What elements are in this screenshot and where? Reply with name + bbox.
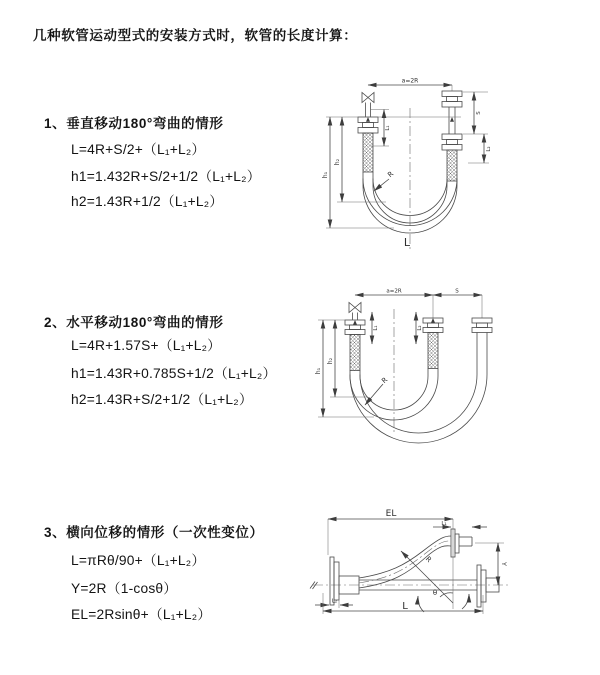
u-bend-arcs <box>350 375 487 444</box>
formula-line: h1=1.43R+0.785S+1/2（L₁+L₂） <box>71 366 277 381</box>
diagram-vertical-180-bend <box>300 72 540 257</box>
middle-flange-and-hose <box>423 318 443 376</box>
dimension-h1-h2 <box>315 318 435 417</box>
dimension-l2-left <box>315 596 353 608</box>
dim-label-l2: L₂ <box>417 325 423 331</box>
formula-line: h2=1.43R+S/2+1/2（L₁+L₂） <box>71 392 253 407</box>
dimension-l1-top <box>433 521 487 527</box>
dim-label-a2r: a=2R <box>386 288 402 295</box>
dim-label-r: R <box>386 169 396 180</box>
dim-label-s: S <box>476 111 482 115</box>
dimension-s-l2 <box>463 92 492 163</box>
right-flange-and-hose <box>472 318 492 375</box>
dimension-a2r <box>368 78 452 92</box>
dim-label-a2r: a=2R <box>401 77 419 85</box>
dim-label-l1: L₁ <box>373 325 379 331</box>
top-flange <box>451 529 472 557</box>
centerline <box>310 582 510 590</box>
formula-line: L=4R+S/2+（L₁+L₂） <box>71 142 206 157</box>
radius-leader <box>374 170 395 191</box>
dim-label-l2: L₂ <box>331 598 338 605</box>
valve-icon <box>362 93 374 118</box>
left-flange-and-hose <box>358 117 378 186</box>
dim-label-r: R <box>380 375 390 386</box>
dim-label-length: L <box>403 236 411 249</box>
formula-line: EL=2Rsinθ+（L₁+L₂） <box>71 607 212 622</box>
radius-and-angle <box>401 551 469 612</box>
formula-line: h2=1.43R+1/2（L₁+L₂） <box>71 194 224 209</box>
dim-label-el: EL <box>385 509 397 519</box>
diagram-horizontal-180-bend <box>302 283 547 451</box>
dim-label-r: R <box>423 555 433 565</box>
dim-label-h1: h₁ <box>315 367 322 375</box>
dimension-y <box>475 543 508 585</box>
dim-label-h1: h₁ <box>322 171 329 179</box>
dimension-l1-l2 <box>372 312 423 344</box>
dim-label-theta: θ <box>432 589 438 597</box>
radius-leader <box>365 376 389 405</box>
diagram-lateral-displacement <box>305 497 565 627</box>
dim-label-l2: L₂ <box>486 146 492 152</box>
dim-label-y: Y <box>500 562 508 566</box>
dimension-length <box>323 593 483 614</box>
dim-label-l1: L₁ <box>441 521 447 527</box>
left-flange-and-hose <box>345 320 365 376</box>
formula-line: L=4R+1.57S+（L₁+L₂） <box>71 338 222 353</box>
dim-label-h2: h₂ <box>334 158 341 166</box>
dim-label-s: S <box>455 288 459 295</box>
section-3-heading: 3、横向位移的情形（一次性变位） <box>44 525 264 540</box>
formula-line: Y=2R（1-cosθ） <box>71 581 178 596</box>
formula-line: L=πRθ/90+（L₁+L₂） <box>71 553 206 568</box>
right-flange-and-hose <box>442 91 462 186</box>
formula-line: h1=1.432R+S/2+1/2（L₁+L₂） <box>71 169 261 184</box>
section-1-heading: 1、垂直移动180°弯曲的情形 <box>44 116 224 131</box>
dim-label-l1: L₁ <box>385 125 391 131</box>
section-2-heading: 2、水平移动180°弯曲的情形 <box>44 315 224 330</box>
dim-label-h2: h₂ <box>327 357 334 365</box>
valve-icon <box>349 303 361 321</box>
dimension-a2r-s <box>355 289 482 319</box>
right-flange <box>477 565 499 607</box>
page-title: 几种软管运动型式的安装方式时，软管的长度计算： <box>33 28 358 43</box>
dim-label-length: L <box>402 601 408 612</box>
